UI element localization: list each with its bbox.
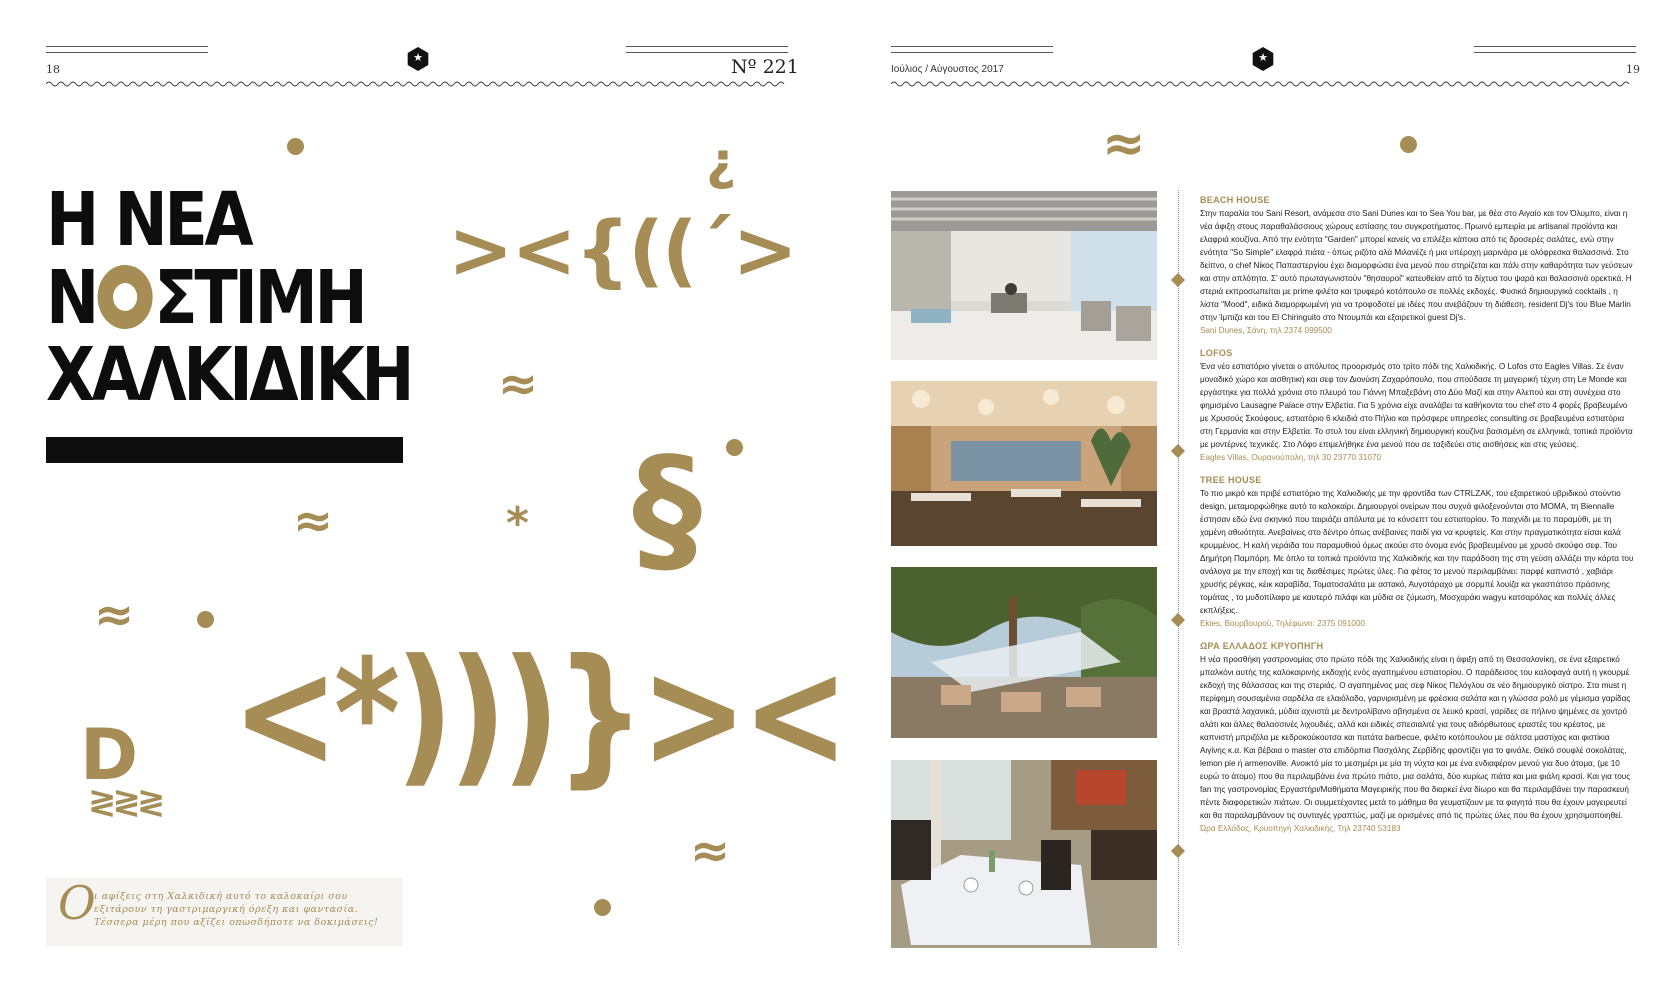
photo-tree-house xyxy=(891,567,1157,738)
gold-dot-decoration xyxy=(287,138,304,155)
title-line-1: Η ΝΕΑ xyxy=(46,177,251,263)
gold-dot-decoration xyxy=(726,439,743,456)
section-lofos xyxy=(1200,347,1636,464)
diamond-marker-icon xyxy=(1171,444,1185,458)
issue-date: Ιούλιος / Αύγουστος 2017 xyxy=(891,64,1004,75)
gold-dot-decoration xyxy=(594,899,611,916)
section-heading: ΩΡΑ ΕΛΛΑΔΟΣ ΚΡΥΟΠΗΓΗ xyxy=(1200,641,1324,651)
diamond-marker-icon xyxy=(1171,844,1185,858)
photo-lofos xyxy=(891,381,1157,546)
star-badge-icon xyxy=(406,47,430,71)
section-ora-ellados xyxy=(1200,640,1636,835)
section-contact: Eagles Villas, Ουρανούπολη, τηλ 30 23770 31070 xyxy=(1200,453,1382,462)
section-heading: BEACH HOUSE xyxy=(1200,195,1270,205)
section-contact: Ώρα Ελλάδος, Κρυοπηγή Χαλκιδικής, Τηλ 23740 53183 xyxy=(1200,824,1401,833)
section-heading: TREE HOUSE xyxy=(1200,475,1262,485)
section-contact: Sani Dunes, Σάνη, τηλ 2374 099500 xyxy=(1200,326,1332,335)
title-line-2-prefix: Ν xyxy=(46,255,96,341)
page-number-right: 19 xyxy=(1626,63,1640,76)
asterisk-glyph-decoration: * xyxy=(506,498,530,549)
wave-glyph-decoration: ≈ xyxy=(94,587,135,643)
header-rule-right-a xyxy=(891,46,1053,53)
article-column xyxy=(1200,194,1636,845)
diamond-marker-icon xyxy=(1171,273,1185,287)
section-body: Ένα νέο εστιατόριο γίνεται ο απόλυτος προορισμός στο τρίτο πόδι της Χαλκιδικής. Ο Lofos στο Eagles Villas. Σε έναν μοναδικό χώρο και αισθητική και σεφ τον Διονύση Ζαχαρόπουλο, που σπούδασε τη μαγειρική τέχνη στη Le Monde και εργάστηκε για πολλά χρόνια στο πλευρό του Γιάννη Μπαξεβάνη στο Δύο Μαζί και στην Αλεπού και στη συνέχεια στο φημισμένο Lausagne Palace στην Ελβετία. Για 5 χρόνια είχε αναλάβει τα καθήκοντα του chef στο 4 φορές βραβευμένο με Χρυσούς Σκούφους, εστιατόριο 6 κλειδιά στο Πήλιο και πρόσφερε υπηρεσίες consulting σε βραβευμένα εστιατόρια στη Γερμανία και στην Ελβετία. Το στυλ του είναι ελληνική δημιουργική κουζίνα βασισμένη σε ελληνικά, τοπικά προϊόντα με μοντέρνες τεχνικές. Στο Λόφο επιμελήθηκε ένα μενού που σε ταξιδεύει στις αισθήσεις και στις γεύσεις. xyxy=(1200,362,1633,449)
lead-text: ι αφίξεις στη Χαλκιδική αυτό το καλοκαίρι σου εξιτάρουν τη γαστριμαργική όρεξη και φαντασία. Τέσσερα μέρη που αξίζει οπωσδήποτε να δοκιμάσεις! xyxy=(94,891,379,928)
section-body: Η νέα προσθήκη γαστρονομίας στο πρώτο πόδι της Χαλκιδικής είναι η άφιξη από τη Θεσσαλονίκη, σε ένα εξαιρετικό μπαλκόνι αυτής της καλοκαιρινής εκδοχής ενός αγαπημένου εστιατορίου. Ο παράδεισος του καλοφαγά αυτή η γκουρμέ εκδοχή της θάλασσας και της στεριάς. Ο αγαπημένος μας σεφ Νίκος Πελόγλου σε νέο δημιουργικό οίστρο. Στα must η περίφημη σουσαμένια σαρδέλα σε ελαιόλαδο, γαρνιρισμένη με φρέσκια σαλάτα και η γλώσσα ρολό με γέμισμα γαρίδας και βραστά λαχανικά, μύδια αχνιστά με δεντρολίβανο αβησμένα σε λευκό κρασί, γαρίδες σε πήλινο ψημένες σε χοντρό αλάτι και άλλες θαλασσινές λιχουδιές, αλλά και ειδικές σπεσιαλιτέ για τους αδιόρθωτους εραστές του κρέατος, με καπνιστή μπριζόλα με κεδροκούκουτσα και πατάτα barbecue, φιλέτο κοτόπουλου με σάλτσα μαστίχας και φιστίκια Αιγίνης κ.α. Και βέβαια ο master στα επιδόρπια Πασχάλης Ζερβίδης φροντίζει για το φινάλε. Θεϊκό σουφλέ σοκολάτας, lemon pie ή armenoville. Ανοικτό μία το μεσημέρι με μία τη νύχτα και με ένα ενδιαφέρον μενού για δυο άτομα, (με 10 ευρώ το άτομο) που θα περιλαμβάνει ένα πρώτο πιάτο, μια σαλάτα, δύο κυρίως πιάτα και μια φιάλη κρασί. Και για τους fan της γαστρονομίας Εργαστήρι/Μαθήματα Μαγειρικής που θα διαρκεί ένα δίωρο και θα περιλαμβάνει την παρασκευή πέντε διαφορετικών πιάτων. Οι συμμετέχοντες μετά το μάθημα θα γευματίζουν με τα φαγητά που θα έχουν μαγειρευτεί και θα παραλαμβάνουν τις συνταγές γραπτώς, μαζί με ορισμένες από τις πρώτες ύλες που θα έχουν χρησιμοποιηθεί. xyxy=(1200,655,1631,820)
diamond-marker-icon xyxy=(1171,613,1185,627)
header-rule-right-b xyxy=(1474,46,1636,53)
header-rule-left-b xyxy=(626,46,788,53)
tentacle-glyph-decoration: ≷≷≷ xyxy=(88,782,162,822)
lead-paragraph-box xyxy=(46,878,403,946)
section-heading: LOFOS xyxy=(1200,348,1233,358)
gold-dot-decoration xyxy=(197,611,214,628)
jellyfish-glyph-decoration: D xyxy=(80,714,139,796)
fish-glyph-upper: ><{((´> xyxy=(448,206,796,296)
fish-glyph-large: <*)))}>< xyxy=(232,628,844,802)
title-line-2 xyxy=(46,255,411,341)
wavy-rule-left xyxy=(46,80,788,88)
section-contact: Ekies, Βουρβουρού, Τηλέφωνο: 2375 091000 xyxy=(1200,619,1365,628)
star-badge-icon xyxy=(1251,47,1275,71)
wave-glyph-decoration: ≈ xyxy=(1102,114,1146,174)
issue-number: Nº 221 xyxy=(731,56,799,78)
wave-glyph-decoration: ≈ xyxy=(293,493,334,549)
photo-beach-house xyxy=(891,191,1157,360)
title-line-3: ΧΑΛΚΙΔΙΚΗ xyxy=(46,332,412,418)
gold-o-icon xyxy=(98,265,153,329)
section-body: Το πιο μικρό και πριβέ εστιατόριο της Χαλκιδικής με την φροντίδα των CTRLZAK, του εξαιρετικού υβριδικού στούντιο design, μεταμορφώθηκε αυτό το καλοκαίρι. Δημιουργοί ονείρων που συχνά φιλοξενούνται στο MOMA, τη Biennalle έστησαν εδώ ένα σκηνικό που ταιριάζει απόλυτα με το κόνσεπτ του εστιατορίου. Το παιχνίδι με το παραμύθι, με τη χαμένη αθωότητα. Ανεβαίνεις στο δέντρο όπως ανέβαινες παιδί για να κρυφτείς. Και στην πραγματικότητα είσαι καλά κρυμμένος. Η καλή νεράιδα του παραμυθιού όμως ακούει στο όνομα ενός βραβευμένου με χρυσό σκούφο σεφ. Του Δημήτρη Παμπόρη. Με όπλο τα τοπικά προϊόντα της Χαλκιδικής και την παράδοση της στη γεύση αλλάζει την κάρτα του ανάλογα με την εποχή και τις διαθέσιμες πρώτες ύλες. Για φέτος το μενού περιλαμβάνει: παρφέ καπνιστό , χαβιάρι χρυσής ρέγκας, κέικ καραβίδα, Τοματοσαλάτα με αστακό, Αυγοτάραχο με σορμπέ λουίζα κα γκασπάτσο πράσινης τομάτας , το μυδοπίλαφο με καυτερό πιλάφι και μύδια σε ζύμωση, Μοσχαράκι wagyu κατσαρόλας και πολλές άλλες εκπλήξεις. xyxy=(1200,489,1634,615)
wave-glyph-decoration: ≈ xyxy=(690,823,731,879)
section-beach-house xyxy=(1200,194,1636,337)
bubble-glyph-decoration: ¿ xyxy=(706,132,737,192)
title-line-2-rest: ΣΤΙΜΗ xyxy=(154,255,365,341)
lead-drop-cap: Ο xyxy=(58,876,96,930)
photo-ora-ellados xyxy=(891,760,1157,948)
section-tree-house xyxy=(1200,474,1636,630)
wave-glyph-decoration: ≈ xyxy=(498,356,539,412)
section-body: Στην παραλία του Sani Resort, ανάμεσα στο Sani Dunes και το Sea You bar, με θέα στο Αιγαίο και τον Όλυμπο, είναι η νέα άφιξη στους παραθαλάσσιους χώρους εστίασης του συγκροτήματος. Πρωινό εμπειρία με artisanal προϊόντα και ελαφριά κουζίνα. Από την ενότητα "Garden" μπορεί κανείς να επιλέξει κάποια από τις δροσερές σαλάτες, ενώ στην ενότητα "So Simple" ελαφρά πιάτα - όπως ριζότο αλά Μιλανέζε ή μια υπέροχη μαρινάρα με ολόφρεσκα θαλασσινά. Στο δείπνο, ο chef Νίκος Παπαστεργίου έχει διαμορφώσει ένα μενού που στηρίζεται και πάλι στην καθαρότητα των γεύσεων και στην απλότητα. Σ' αυτό πρωταγωνιστούν "θησαυροί" κατευθείαν από τα δίχτυα του ψαρά και θαλασσινά ορεκτικά. Η στεριά εκπροσωπείται με prime φιλέτα και τρυφερό κοτόπουλο σε πολλές εκδοχές. Φυσικά δημιουργικά cocktails , η λίστα "Mood", ειδικά διαμορφωμένη για να τροφοδοτεί με ιδέες που ανεβάζουν τη διάθεση, resident Dj's του Blue Marlin στην Ίμπιζα και του El Chiringuito στο Ντουμπάι και εξαιρετικοί guest Dj's. xyxy=(1200,209,1633,322)
seahorse-glyph-decoration: § xyxy=(632,428,702,591)
title-underline-bar xyxy=(46,437,403,463)
page-number-left: 18 xyxy=(46,63,60,76)
wavy-rule-right xyxy=(891,80,1636,88)
gold-dot-decoration xyxy=(1400,136,1417,153)
page-title xyxy=(46,177,412,418)
header-rule-left-a xyxy=(46,46,208,53)
column-separator xyxy=(1178,190,1179,945)
